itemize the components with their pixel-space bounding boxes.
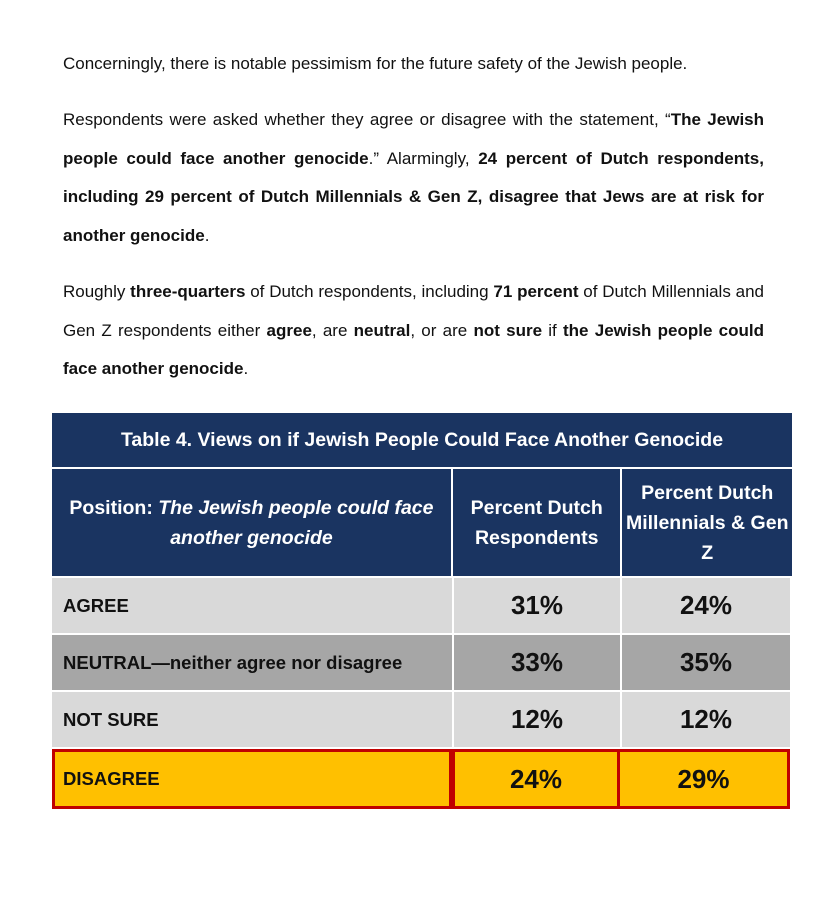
bold-text-segment: 24 percent of Dutch respondents, including 29 percent of Dutch Millennials & Gen Z, disagree that Jews are at risk for another genocide bbox=[63, 148, 764, 245]
text-segment: of Dutch Millennials and Gen Z respondents either bbox=[63, 282, 764, 340]
header-statement: The Jewish people could face another genocide bbox=[158, 496, 434, 549]
table-row-neutral bbox=[52, 633, 792, 690]
row-dutch-value: 12% bbox=[452, 692, 620, 747]
text-segment: , are bbox=[311, 320, 354, 340]
paragraph-statement bbox=[63, 101, 764, 255]
paragraph-intro: Concerningly, there is notable pessimism for the future safety of the Jewish people. bbox=[63, 54, 688, 73]
row-millennials-value: 12% bbox=[620, 692, 790, 747]
row-label: NOT SURE bbox=[52, 692, 452, 747]
row-dutch-value: 31% bbox=[452, 578, 620, 633]
text-segment: Respondents were asked whether they agree or disagree with the statement, “ bbox=[63, 110, 671, 129]
bold-text-segment: three-quarters bbox=[130, 282, 246, 301]
text-segment: .” Alarmingly, bbox=[368, 148, 479, 168]
row-millennials-value: 35% bbox=[620, 635, 790, 690]
row-label: DISAGREE bbox=[52, 749, 452, 809]
text-segment: , or are bbox=[410, 320, 474, 340]
header-position: Position: The Jewish people could face another genocide bbox=[69, 496, 434, 549]
bold-text-segment: neutral bbox=[353, 320, 411, 340]
bold-text-segment: agree bbox=[266, 320, 312, 340]
header-percent-dutch: Percent Dutch Respondents bbox=[451, 469, 621, 576]
bold-text-segment: 71 percent bbox=[493, 282, 579, 301]
bold-text-segment: the Jewish people could face another genocide bbox=[63, 320, 765, 378]
bold-text-segment: not sure bbox=[473, 320, 543, 340]
text-segment: . bbox=[204, 225, 210, 245]
table-row-not-sure bbox=[52, 690, 792, 747]
row-dutch-value: 24% bbox=[452, 749, 620, 809]
table-row-disagree-highlighted bbox=[52, 747, 792, 809]
table-title: Table 4. Views on if Jewish People Could Face Another Genocide bbox=[52, 413, 792, 469]
table-row-agree bbox=[52, 576, 792, 633]
paragraph-three-quarters bbox=[63, 273, 764, 389]
row-millennials-value: 24% bbox=[620, 578, 790, 633]
text-segment: . bbox=[243, 359, 249, 378]
row-label: AGREE bbox=[52, 578, 452, 633]
text-segment: Roughly bbox=[63, 282, 131, 301]
bold-text-segment: The Jewish people could face another genocide bbox=[63, 110, 764, 168]
table-header-row bbox=[52, 469, 792, 576]
row-label: NEUTRAL—neither agree nor disagree bbox=[52, 635, 452, 690]
header-percent-millennials: Percent Dutch Millennials & Gen Z bbox=[620, 469, 792, 576]
text-segment: of Dutch respondents, including bbox=[245, 282, 494, 301]
row-dutch-value: 33% bbox=[452, 635, 620, 690]
genocide-views-table bbox=[52, 413, 792, 809]
text-segment: if bbox=[542, 320, 564, 340]
row-millennials-value: 29% bbox=[620, 749, 790, 809]
